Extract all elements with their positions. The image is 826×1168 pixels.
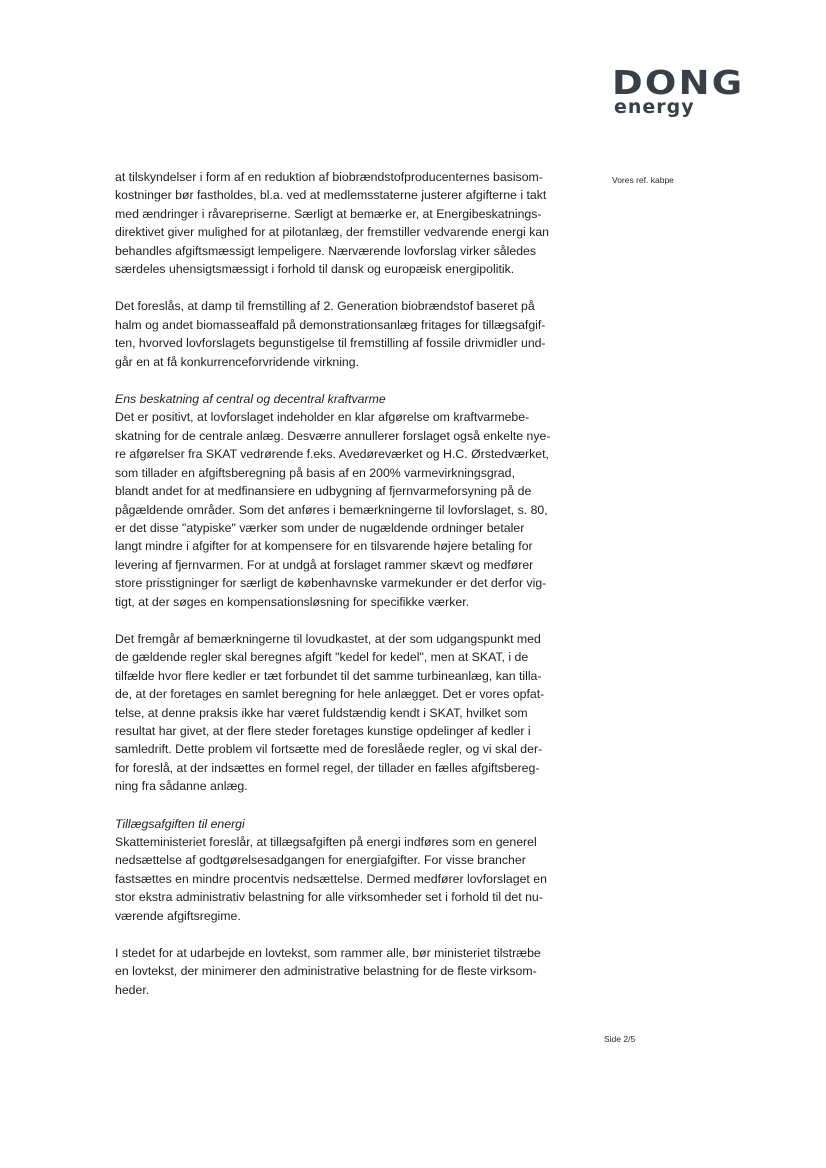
text-line: Det foreslås, at damp til fremstilling af 2. Generation biobrændstof baseret på bbox=[115, 299, 535, 314]
text-line: telse, at denne praksis ikke har været fuldstændig kendt i SKAT, hvilket som bbox=[115, 705, 528, 720]
text-line: direktivet giver mulighed for at pilotanlæg, der fremstiller vedvarende energi kan bbox=[115, 225, 550, 240]
text-line: stor ekstra administrativ belastning for alle virksomheder set i forhold til det nu- bbox=[115, 890, 543, 905]
text-line: for foreslå, at der indsættes en formel regel, der tillader en fælles afgiftsbereg- bbox=[115, 760, 540, 775]
paragraph bbox=[115, 944, 595, 999]
text-line: resultat har givet, at der flere steder foretages kunstige opdelinger af kedler i bbox=[115, 723, 531, 738]
section-heading: Ens beskatning af central og decentral kraftvarme bbox=[115, 392, 386, 407]
page-number: Side 2/5 bbox=[604, 1034, 636, 1044]
text-line: er det disse "atypiske" værker som under de nugældende ordninger betaler bbox=[115, 520, 525, 535]
text-line: en lovtekst, der minimerer den administrative belastning for de fleste virksom- bbox=[115, 964, 537, 979]
text-line: I stedet for at udarbejde en lovtekst, som rammer alle, bør ministeriet tilstræbe bbox=[115, 946, 541, 961]
text-line: heder. bbox=[115, 982, 150, 997]
text-line: skatning for de centrale anlæg. Desværre annullerer forslaget også enkelte nye- bbox=[115, 428, 551, 443]
dong-energy-logo bbox=[612, 63, 772, 122]
text-line: de, at der foretages en samlet beregning for hele anlægget. Det er vores opfat- bbox=[115, 687, 545, 702]
text-line: særdeles uhensigtsmæssigt i forhold til dansk og europæisk energipolitik. bbox=[115, 262, 515, 277]
paragraph bbox=[115, 390, 595, 611]
text-line: levering af fjernvarmen. For at undgå at forslaget rammer skævt og medfører bbox=[115, 557, 534, 572]
text-line: kostninger bør fastholdes, bl.a. ved at medlemsstaterne justerer afgifterne i takt bbox=[115, 188, 547, 203]
text-line: med ændringer i råvarepriserne. Særligt at bemærke er, at Energibeskatnings- bbox=[115, 206, 542, 221]
paragraph bbox=[115, 815, 595, 925]
logo-wordmark-dong: DONG bbox=[612, 63, 745, 102]
text-line: store prisstigninger for særligt de københavnske varmekunder er det derfor vig- bbox=[115, 576, 547, 591]
text-line: ten, hvorved lovforslagets begunstigelse til fremstilling af fossile drivmidler und- bbox=[115, 336, 546, 351]
text-line: ning fra sådanne anlæg. bbox=[115, 779, 248, 794]
text-line: fastsættes en mindre procentvis nedsættelse. Dermed medfører lovforslaget en bbox=[115, 871, 547, 886]
text-line: samledrift. Dette problem vil fortsætte med de foreslåede regler, og vi skal der- bbox=[115, 742, 543, 757]
text-line: re afgørelser fra SKAT vedrørende f.eks. Avedøreværket og H.C. Ørstedværket, bbox=[115, 447, 549, 462]
text-line: tigt, at der søges en kompensationsløsning for specifikke værker. bbox=[115, 594, 470, 609]
text-line: at tilskyndelser i form af en reduktion af biobrændstofproducenternes basisom- bbox=[115, 170, 543, 184]
text-line: behandles afgiftsmæssigt lempeligere. Nærværende lovforslag virker således bbox=[115, 243, 537, 258]
letter-body bbox=[115, 168, 595, 999]
text-line: de gældende regler skal beregnes afgift "kedel for kedel", men at SKAT, i de bbox=[115, 650, 529, 665]
text-line: blandt andet for at medfinansiere en udbygning af fjernvarmeforsyning på de bbox=[115, 484, 532, 499]
text-line: Det fremgår af bemærkningerne til lovudkastet, at der som udgangspunkt med bbox=[115, 631, 541, 646]
text-line: langt mindre i afgifter for at kompensere for en tilsvarende højere betaling for bbox=[115, 539, 533, 554]
logo-wordmark-energy: energy bbox=[614, 96, 695, 118]
text-line: Det er positivt, at lovforslaget indeholder en klar afgørelse om kraftvarmebe- bbox=[115, 410, 530, 425]
reference-label: Vores ref. kabpe bbox=[612, 175, 674, 185]
paragraph bbox=[115, 168, 595, 278]
text-line: tilfælde hvor flere kedler er tæt forbundet til det samme turbineanlæg, kan tilla- bbox=[115, 668, 542, 683]
text-line: halm og andet biomasseaffald på demonstrationsanlæg fritages for tillægsafgif- bbox=[115, 317, 546, 332]
text-line: pågældende områder. Som det anføres i bemærkningerne til lovforslaget, s. 80, bbox=[115, 502, 548, 517]
text-line: går en at få konkurrenceforvridende virkning. bbox=[115, 354, 360, 369]
text-line: Skatteministeriet foreslår, at tillægsafgiften på energi indføres som en generel bbox=[115, 835, 537, 849]
text-line: som tillader en afgiftsberegning på basis af en 200% varmevirkningsgrad, bbox=[115, 465, 515, 480]
paragraph bbox=[115, 630, 595, 796]
text-line: værende afgiftsregime. bbox=[115, 908, 241, 923]
text-line: nedsættelse af godtgørelsesadgangen for energiafgifter. For visse brancher bbox=[115, 853, 526, 868]
section-heading: Tillægsafgiften til energi bbox=[115, 816, 245, 831]
paragraph bbox=[115, 297, 595, 371]
